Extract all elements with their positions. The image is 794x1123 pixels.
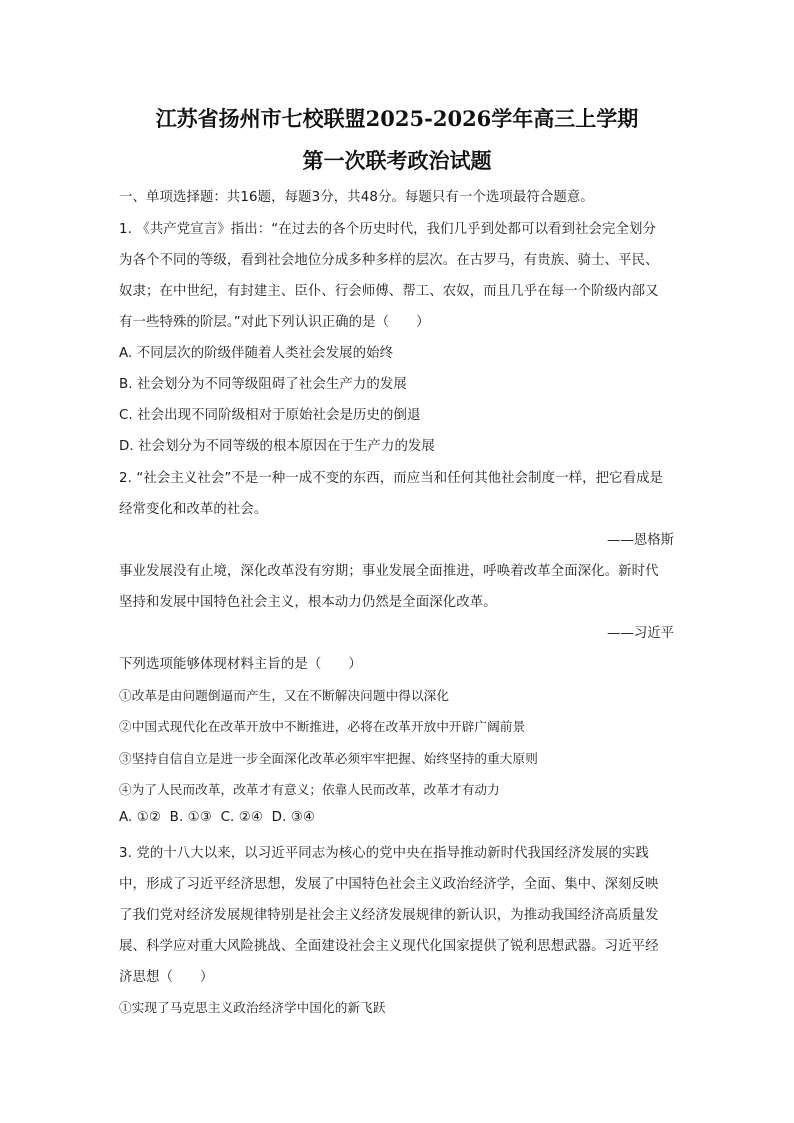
q2-statement-1: ①改革是由问题倒逼而产生，又在不断解决问题中得以深化 xyxy=(119,688,450,703)
q3-stem-line: 了我们党对经济发展规律特别是社会主义经济发展规律的新认识，为推动我国经济高质量发 xyxy=(119,908,659,923)
q1-option-c: C. 社会出现不同阶级相对于原始社会是历史的倒退 xyxy=(119,408,421,423)
q2-statement-4: ④为了人民而改革，改革才有意义；依靠人民而改革，改革才有动力 xyxy=(119,782,500,797)
q2-quote2-line: 坚持和发展中国特色社会主义，根本动力仍然是全面深化改革。 xyxy=(119,595,497,610)
q2-attribution-xi: ——习近平 xyxy=(607,626,674,641)
q1-option-d: D. 社会划分为不同等级的根本原因在于生产力的发展 xyxy=(119,439,435,454)
q2-quote1-line: 2. “社会主义社会”不是一种一成不变的东西，而应当和任何其他社会制度一样，把它看成是 xyxy=(119,471,664,486)
q3-stem-line: 3. 党的十八大以来，以习近平同志为核心的党中央在指导推动新时代我国经济发展的实践 xyxy=(119,846,649,861)
q2-quote2-line: 事业发展没有止境，深化改革没有穷期；事业发展全面推进，呼唤着改革全面深化。新时代 xyxy=(119,564,659,579)
q2-attribution-engels: ——恩格斯 xyxy=(607,533,674,548)
q3-stem-line: 中，形成了习近平经济思想，发展了中国特色社会主义政治经济学，全面、集中、深刻反映 xyxy=(119,877,659,892)
exam-title-line1: 江苏省扬州市七校联盟2025-2026学年高三上学期 xyxy=(155,106,639,131)
q1-option-a: A. 不同层次的阶级伴随着人类社会发展的始终 xyxy=(119,346,394,361)
exam-title-line2: 第一次联考政治试题 xyxy=(302,148,492,173)
q1-option-b: B. 社会划分为不同等级阻碍了社会生产力的发展 xyxy=(119,377,407,392)
q2-choices: A. ①② B. ①③ C. ②④ D. ③④ xyxy=(119,810,315,825)
q3-statement-1: ①实现了马克思主义政治经济学中国化的新飞跃 xyxy=(119,1000,386,1015)
q2-quote1-line: 经常变化和改革的社会。 xyxy=(119,502,268,517)
q3-stem-line: 济思想（ ） xyxy=(119,970,214,985)
q2-prompt: 下列选项能够体现材料主旨的是（ ） xyxy=(119,657,362,672)
q1-stem-line: 1. 《共产党宣言》指出：“在过去的各个历史时代，我们几乎到处都可以看到社会完全划分 xyxy=(119,222,657,237)
q3-stem-line: 展、科学应对重大风险挑战、全面建设社会主义现代化国家提供了锐利思想武器。习近平经 xyxy=(119,939,659,954)
q2-statement-2: ②中国式现代化在改革开放中不断推进，必将在改革开放中开辟广阔前景 xyxy=(119,719,526,734)
section-heading: 一、单项选择题：共16题，每题3分，共48分。每题只有一个选项最符合题意。 xyxy=(119,190,594,205)
q1-stem-line: 有一些特殊的阶层。”对此下列认识正确的是（ ） xyxy=(119,315,430,330)
q1-stem-line: 为各个不同的等级，看到社会地位分成多种多样的层次。在古罗马，有贵族、骑士、平民、 xyxy=(119,253,659,268)
q1-stem-line: 奴隶；在中世纪，有封建主、臣仆、行会师傅、帮工、农奴，而且几乎在每一个阶级内部又 xyxy=(119,284,659,299)
q2-statement-3: ③坚持自信自立是进一步全面深化改革必须牢牢把握、始终坚持的重大原则 xyxy=(119,751,538,766)
